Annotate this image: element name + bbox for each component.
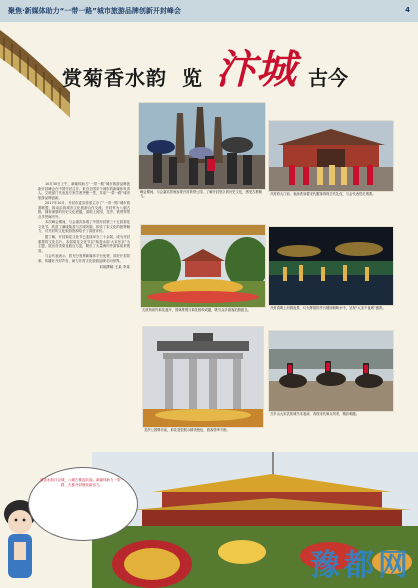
photo-caption-6: 万岁山大宋武侠城马术表演，再现宋代骑兵风采，精彩刺激。 <box>270 412 360 416</box>
title-part-2: 览 <box>182 66 202 90</box>
article-paragraph: 2017年10月，开封市委宣传部主办了“一带一路”城市旅游联盟，推动沿线城市文化旅游合作交流。开封作为八朝古都，拥有深厚的历史文化底蕴，清明上河园、龙亭、铁塔等景点享誉海内外。 <box>38 201 130 219</box>
photo-night-scene-image <box>269 227 393 305</box>
photo-tieta-visit-image <box>139 103 265 189</box>
article-byline: 本版撰稿 王某 李某 <box>98 265 130 270</box>
photo-caption-3: 天波杨府内菊花盛开，园林景观与菊花相映成趣，吸引众多游客拍照留念。 <box>142 308 251 312</box>
photo-tianbo-garden <box>140 224 266 308</box>
photo-caption-2: 开封府大门前，表演者身着宋代服饰再现古代礼仪，与会代表驻足观看。 <box>270 192 376 196</box>
photo-tieta-visit <box>138 102 266 190</box>
photo-memorial-arch <box>142 326 264 428</box>
photo-night-scene <box>268 226 394 306</box>
site-watermark: 豫都网 <box>310 548 412 583</box>
article-paragraph: 与会代表表示，将充分发挥新媒体平台优势，讲好开封故事，传播好开封声音，助力开封文化旅游品牌走向世界。 <box>38 254 130 263</box>
article-paragraph: 据了解，开封菊花文化节已连续举办三十余届，成为开封重要的文化名片。本届菊花文化节以“菊香水韵·大宋东京”为主题，展出各类菊花数百万盆，吸引了大量海内外游客前来观赏。 <box>38 235 130 253</box>
photo-tianbo-garden-image <box>141 225 265 307</box>
photo-caption-1: 峰会期间，与会嘉宾冒雨参观开封铁塔公园，了解开封悠久的历史文化，感受古都魅力。 <box>140 190 262 199</box>
photo-kaifengfu-image <box>269 121 393 191</box>
title-accent: 汴城 <box>216 46 296 93</box>
page-title <box>40 38 410 108</box>
photo-caption-4: 开封清明上河园夜景，灯火辉煌的亭台楼阁倒映水中，呈现“大宋不夜城”盛景。 <box>270 306 386 310</box>
header-kicker: 聚焦·新媒体助力“一带一路”城市旅游品牌创新开封峰会 <box>8 7 181 15</box>
photo-horse-show-image <box>269 331 393 411</box>
photo-caption-5: 龙亭公园牌坊前，菊花造型展示精美绝伦，游客络绎不绝。 <box>144 428 230 432</box>
photo-horse-show <box>268 330 394 412</box>
photo-kaifengfu <box>268 120 394 192</box>
title-part-1: 赏菊香水韵 <box>62 66 167 90</box>
speech-bubble-text: 菊香水韵汴京城，八朝古都迎宾朋。新媒体助力一带一路，古都开封焕发新活力。 <box>40 478 124 487</box>
header-bar <box>0 0 418 22</box>
article-paragraph: 10月30日上午，新媒体助力“一带一路”城市旅游品牌创新开封峰会在中国开封召开。来自全国多个城市的新媒体负责人、文旅部门代表及专家学者齐聚一堂，共话“一带一路”城市旅游品牌创新。 <box>38 182 130 200</box>
photo-memorial-arch-image <box>143 327 263 427</box>
page-number: 4 <box>405 6 410 14</box>
article-paragraph: 本次峰会期间，与会嘉宾参观了中国开封第三十五届菊花文化节，欣赏了满城菊香与古城风貌，体验了宋文化的独特魅力，对开封的文化旅游资源给予了高度评价。 <box>38 220 130 234</box>
title-part-3: 古今 <box>308 66 348 90</box>
